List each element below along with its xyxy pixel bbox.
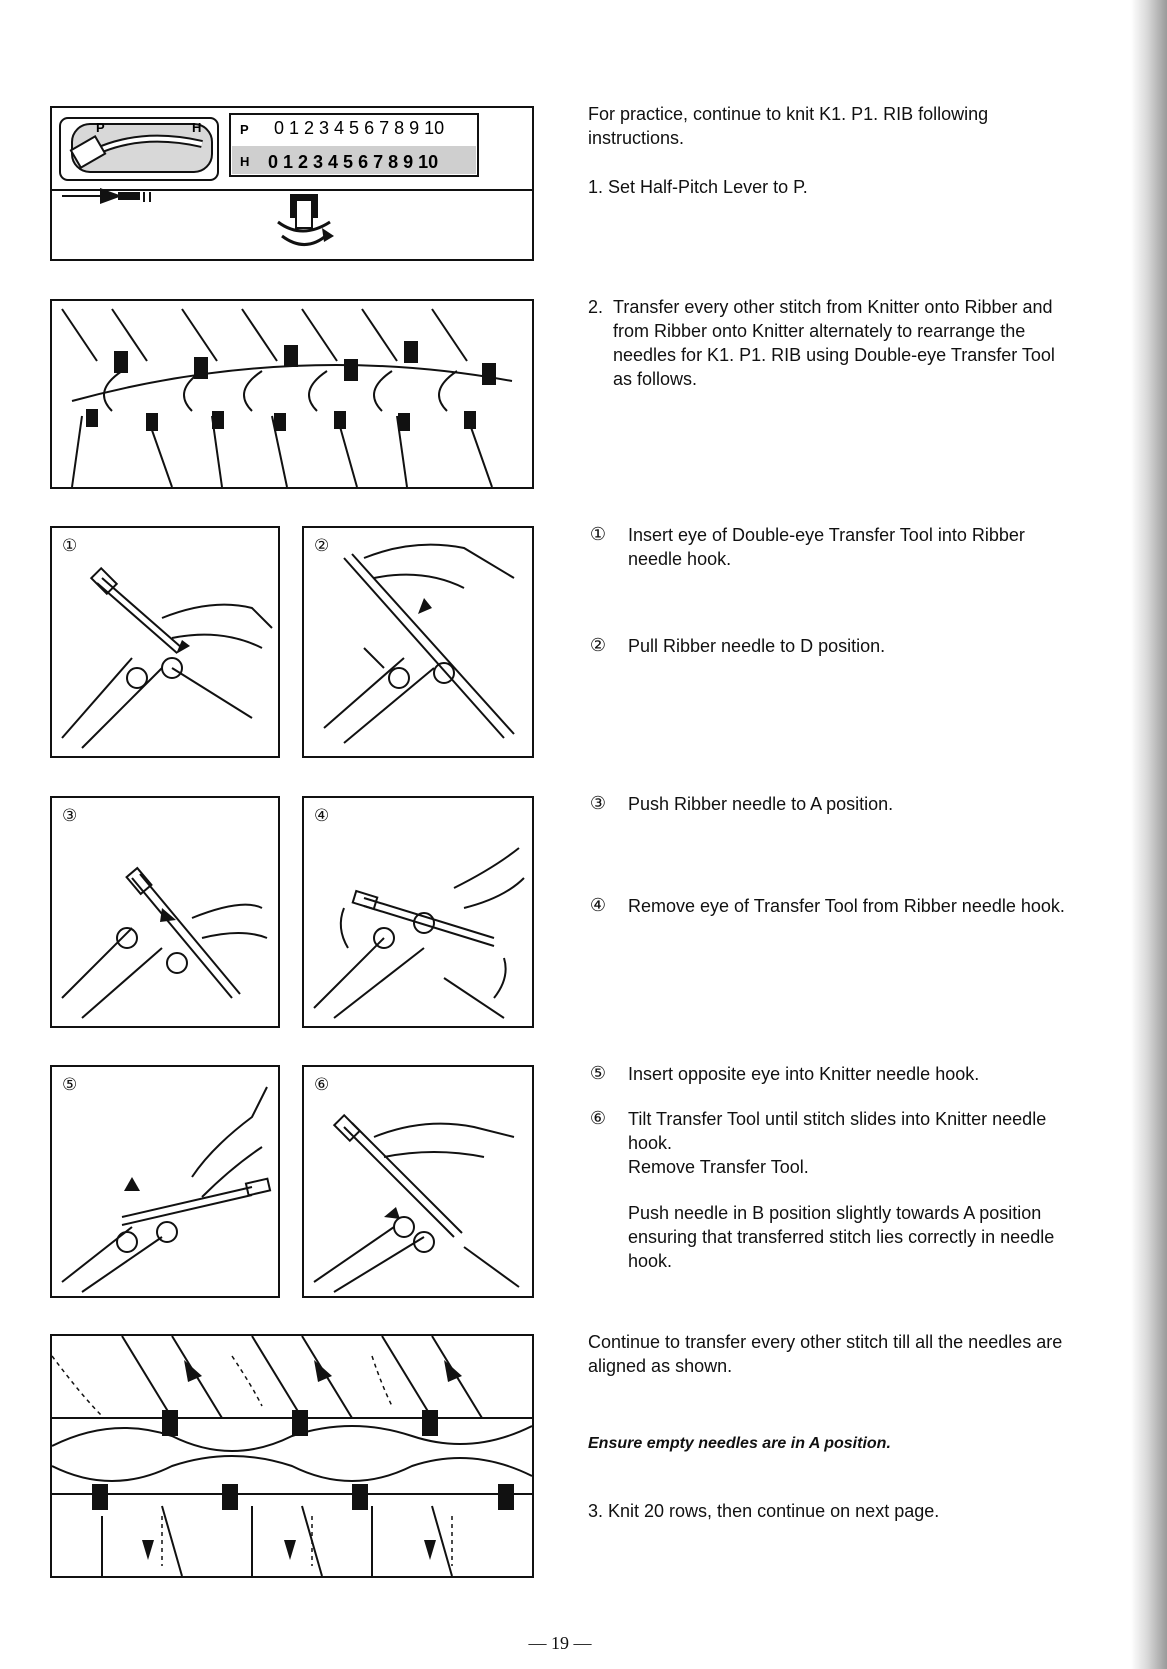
dial-p-scale: 0 1 2 3 4 5 6 7 8 9 10 (274, 118, 445, 138)
substep-1 (588, 523, 1088, 571)
figure-half-pitch-lever (50, 106, 534, 261)
lever-drawing (52, 108, 532, 259)
figure-stitch-row (50, 299, 534, 489)
substep-3-mark: ③ (589, 793, 607, 814)
substep-4-text: Remove eye of Transfer Tool from Ribber needle hook. (628, 896, 1065, 916)
substep-4 (588, 894, 1088, 918)
stitch-row-drawing (52, 301, 532, 487)
scan-page-edge (1131, 0, 1167, 1669)
panel-mark-4: ④ (314, 806, 330, 826)
panel-mark-6: ⑥ (314, 1075, 330, 1095)
dial-h-label: H (240, 154, 250, 169)
substep-5-mark: ⑤ (589, 1063, 607, 1084)
dial-p-label: P (240, 122, 249, 137)
panel-mark-5: ⑤ (62, 1075, 78, 1095)
panel-mark-3: ③ (62, 806, 78, 826)
step-3-drawing (52, 798, 278, 1026)
lever-h-mark: H (192, 120, 202, 135)
remove-tool-text: Remove Transfer Tool. (628, 1157, 809, 1177)
substep-3 (588, 792, 1088, 816)
step-2 (588, 295, 1078, 391)
aligned-needles-drawing (52, 1336, 532, 1576)
figure-step-1 (50, 526, 280, 758)
ensure-note: Ensure empty needles are in A position. (588, 1435, 891, 1452)
step-2-number: 2. (588, 297, 604, 317)
substep-1-mark: ① (589, 524, 607, 545)
figure-step-6 (302, 1065, 534, 1298)
continue-transfer-text: Continue to transfer every other stitch till all the needles are aligned as shown. (588, 1332, 1063, 1376)
step-4-drawing (304, 798, 532, 1026)
page-number: — 19 — (528, 1633, 592, 1653)
figure-aligned-needles (50, 1334, 534, 1578)
step-2-drawing (304, 528, 532, 756)
substep-3-text: Push Ribber needle to A position. (628, 794, 894, 814)
step-3-text: 3. Knit 20 rows, then continue on next page. (588, 1501, 940, 1521)
figure-step-4 (302, 796, 534, 1028)
substep-2-text: Pull Ribber needle to D position. (628, 636, 886, 656)
substep-5 (588, 1062, 1088, 1086)
dial-h-scale: 0 1 2 3 4 5 6 7 8 9 10 (268, 152, 439, 172)
panel-mark-2: ② (314, 536, 330, 556)
step-6-drawing (304, 1067, 532, 1296)
step-2-text: Transfer every other stitch from Knitter onto Ribber and from Ribber onto Knitter alternately to rearrange the needles for K1. P1. RIB using Double-eye Transfer Tool as follows. (613, 297, 1055, 389)
substep-6-mark: ⑥ (589, 1108, 607, 1129)
step-5-drawing (52, 1067, 278, 1296)
panel-mark-1: ① (62, 536, 78, 556)
substep-1-text: Insert eye of Double-eye Transfer Tool into Ribber needle hook. (628, 525, 1025, 569)
substep-4-mark: ④ (589, 895, 607, 916)
substep-6 (588, 1107, 1088, 1273)
step-1-text: 1. Set Half-Pitch Lever to P. (588, 177, 808, 197)
substep-6-text: Tilt Transfer Tool until stitch slides into Knitter needle hook. (628, 1109, 1047, 1153)
intro-text: For practice, continue to knit K1. P1. RIB following instructions. (588, 104, 989, 148)
figure-step-2 (302, 526, 534, 758)
lever-p-mark: P (96, 120, 105, 135)
substep-5-text: Insert opposite eye into Knitter needle hook. (628, 1064, 980, 1084)
figure-step-5 (50, 1065, 280, 1298)
step-1-drawing (52, 528, 278, 756)
substep-2-mark: ② (589, 635, 607, 656)
push-needle-note: Push needle in B position slightly towards A position ensuring that transferred stitch lies correctly in needle hook. (628, 1203, 1055, 1271)
substep-2 (588, 634, 1088, 658)
figure-step-3 (50, 796, 280, 1028)
